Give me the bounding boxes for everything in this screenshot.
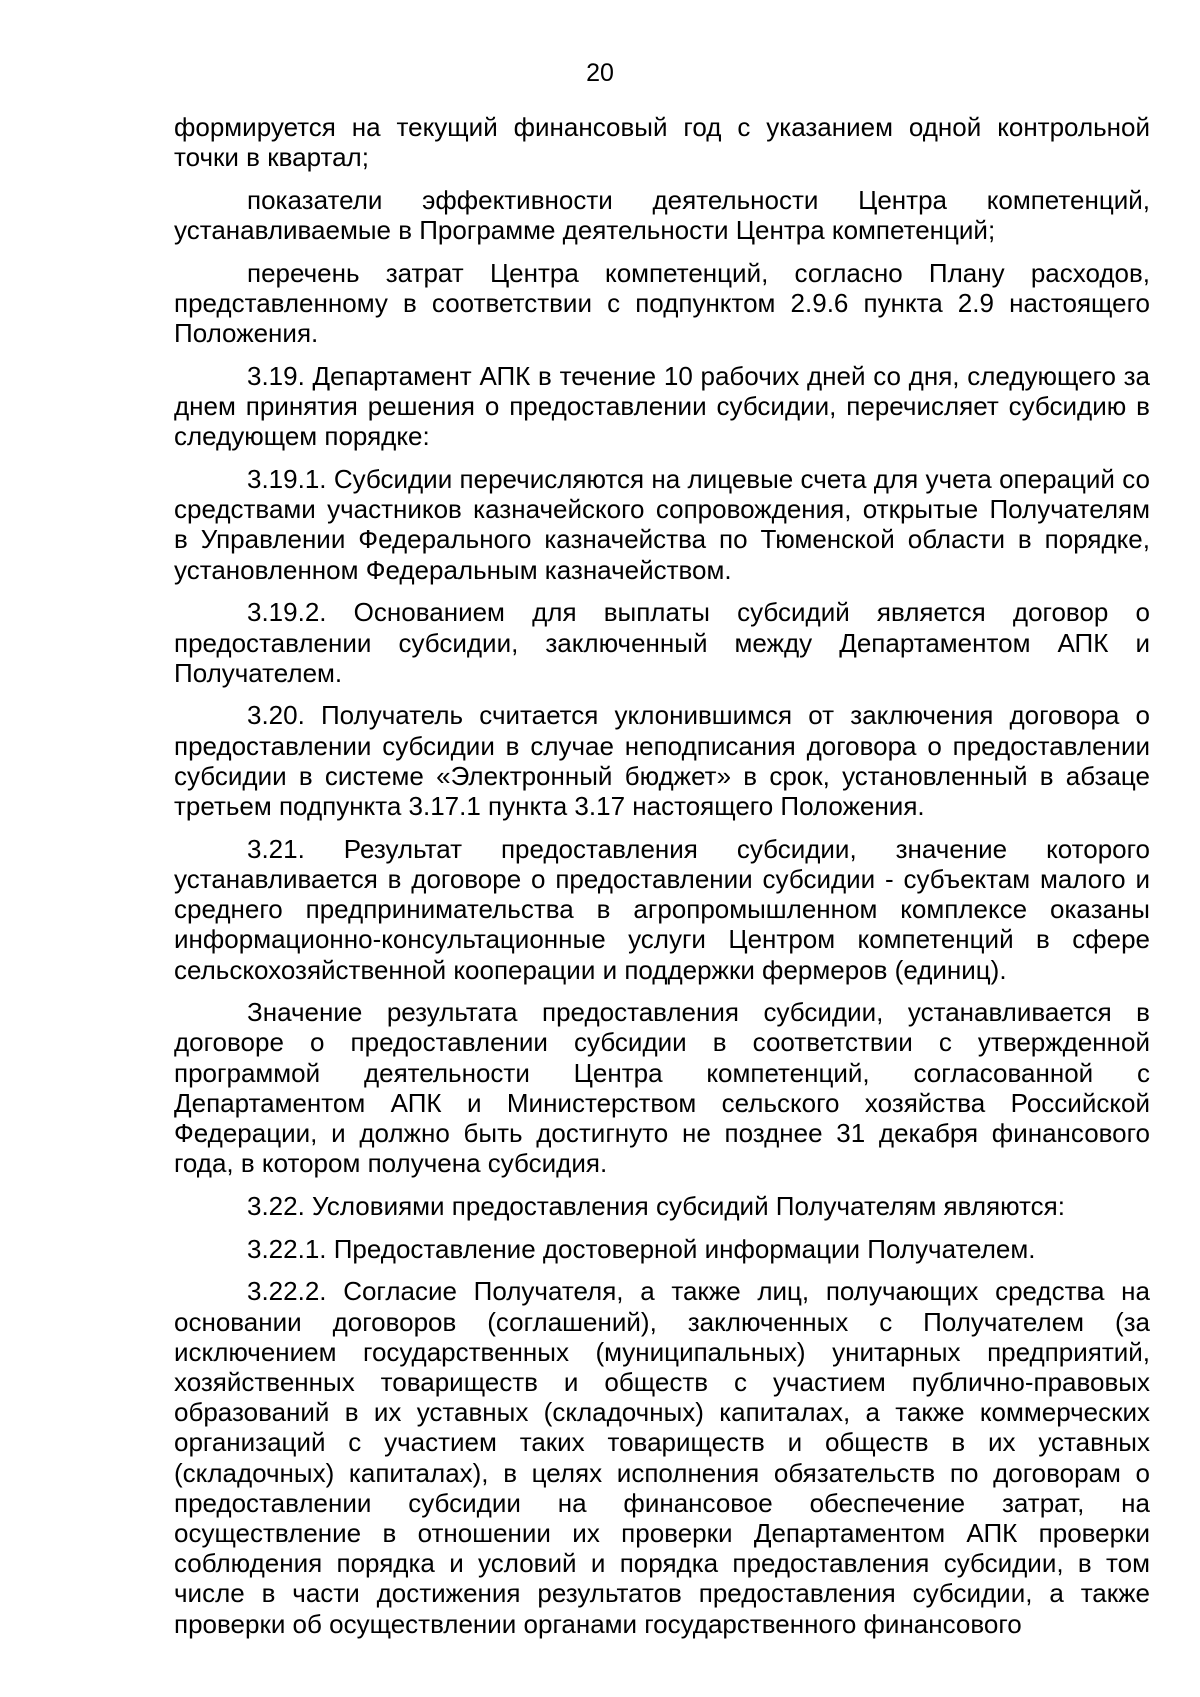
paragraph-3-19: 3.19. Департамент АПК в течение 10 рабочих дней со дня, следующего за днем принятия решения о предоставлении субсидии, перечисляет субсидию в следующем порядке: — [174, 360, 1150, 452]
paragraph-result-value: Значение результата предоставления субсидии, устанавливается в договоре о предоставлении субсидии в соответствии с утвержденной программой деятельности Центра компетенций, согласованной с Департаментом АПК и Министерством сельского хозяйства Российской Федерации, и должно быть достигнуто не позднее 31 декабря финансового года, в котором получена субсидия. — [174, 997, 1150, 1179]
paragraph-3-21: 3.21. Результат предоставления субсидии, значение которого устанавливается в договоре о предоставлении субсидии - субъектам малого и среднего предпринимательства в агропромышленном комплексе оказаны информационно-консультационные услуги Центром компетенций в сфере сельскохозяйственной кооперации и поддержки фермеров (единиц). — [174, 833, 1150, 985]
paragraph-3-20: 3.20. Получатель считается уклонившимся от заключения договора о предоставлении субсидии в случае неподписания договора о предоставлении субсидии в системе «Электронный бюджет» в срок, установленный в абзаце третьем подпункта 3.17.1 пункта 3.17 настоящего Положения. — [174, 700, 1150, 822]
page-number: 20 — [586, 59, 614, 87]
paragraph-efficiency-indicators: показатели эффективности деятельности Центра компетенций, устанавливаемые в Программе деятельности Центра компетенций; — [174, 184, 1150, 246]
paragraph-3-19-2: 3.19.2. Основанием для выплаты субсидий является договор о предоставлении субсидии, заключенный между Департаментом АПК и Получателем. — [174, 597, 1150, 688]
paragraph-3-22: 3.22. Условиями предоставления субсидий Получателям являются: — [247, 1191, 1065, 1221]
paragraph-3-19-1: 3.19.1. Субсидии перечисляются на лицевые счета для учета операций со средствами участников казначейского сопровождения, открытые Получателям в Управлении Федерального казначейства по Тюменской области в порядке, установленном Федеральным казначейством. — [174, 464, 1150, 585]
paragraph-cost-list: перечень затрат Центра компетенций, согласно Плану расходов, представленному в соответствии с подпунктом 2.9.6 пункта 2.9 настоящего Положения. — [174, 257, 1150, 349]
paragraph-continuation: формируется на текущий финансовый год с указанием одной контрольной точки в квартал; — [174, 112, 1150, 173]
paragraph-3-22-1: 3.22.1. Предоставление достоверной информации Получателем. — [247, 1233, 1036, 1264]
document-body — [174, 112, 1150, 1651]
paragraph-3-22-2: 3.22.2. Согласие Получателя, а также лиц, получающих средства на основании договоров (соглашений), заключенных с Получателем (за исключением государственных (муниципальных) унитарных предприятий, хозяйственных товариществ и обществ с участием публично-правовых образований в их уставных (складочных) капиталах, а также коммерческих организаций с участием таких товариществ и обществ в их уставных (складочных) капиталах), в целях исполнения обязательств по договорам о предоставлении субсидии на финансовое обеспечение затрат, на осуществление в отношении их проверки Департаментом АПК проверки соблюдения порядка и условий и порядка предоставления субсидии, в том числе в части достижения результатов предоставления субсидии, а также проверки об осуществлении органами государственного финансового — [174, 1276, 1150, 1639]
